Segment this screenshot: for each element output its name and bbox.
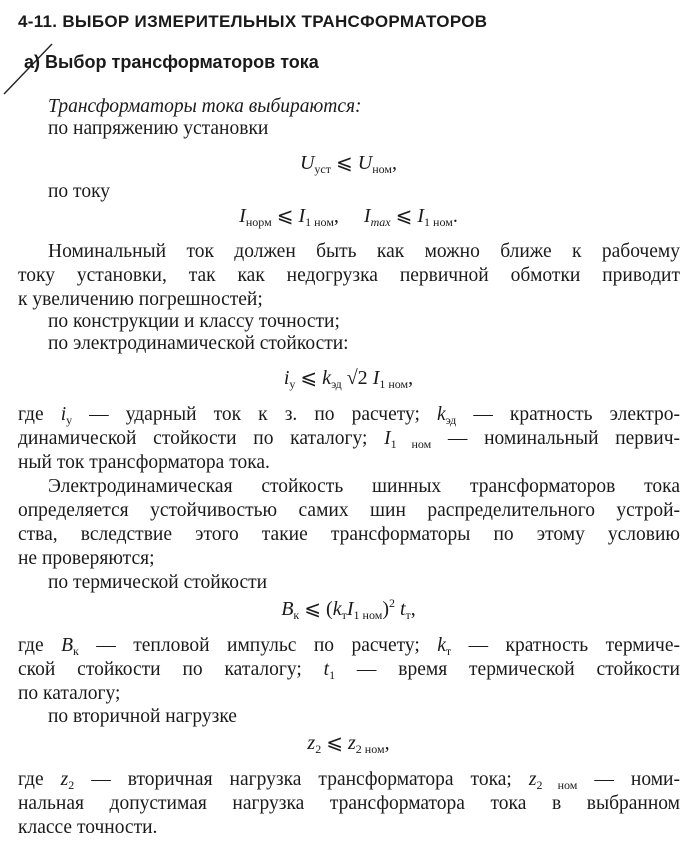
subsection-title: Выбор трансформаторов тока (45, 52, 319, 72)
by-voltage-line: по напряжению установки (48, 118, 269, 139)
paragraph2-line4: не проверяются; (18, 548, 155, 569)
where3-line2: нальная допустимая нагрузка трансформатора тока в выбранном (18, 793, 680, 814)
section-title: 4-11. ВЫБОР ИЗМЕРИТЕЛЬНЫХ ТРАНСФОРМАТОРОВ (18, 12, 488, 31)
subsection-letter: а) (24, 52, 41, 72)
paragraph1-line2: току установки, так как недогрузка первичной обмотки приводит (18, 265, 680, 286)
paragraph1-line3: к увеличению погрешностей; (18, 289, 263, 310)
equation-secondary: $z_2$ ⩽ $z_{2 ном}$, (307, 732, 390, 756)
paragraph2-line3: ства, вследствие этого такие трансформаторы по этому условию (18, 524, 680, 545)
where3-line3: классе точности. (18, 817, 158, 838)
paragraph1-line1: Номинальный ток должен быть как можно ближе к рабочему (48, 241, 680, 262)
by-secondary-line: по вторичной нагрузке (48, 706, 237, 727)
equation-current: $I_{норм}$ ⩽ $I_{1 ном}$, $I_{max}$ ⩽ $I_{1 ном}$. (239, 205, 458, 229)
by-current-line: по току (48, 181, 111, 202)
equation-dynamic: $i_у$ ⩽ $k_{эд}$ √2 $I_{1 ном}$, (283, 367, 414, 391)
by-design-line: по конструкции и классу точности; (48, 311, 340, 332)
paragraph2-line2: определяется устойчивостью самих шин распределительного устрой- (18, 500, 680, 521)
by-thermal-line: по термической стойкости (48, 572, 268, 593)
equation-thermal: $B_к$ ⩽ $(k_тI_{1 ном})^2$ $t_т$, (281, 596, 416, 622)
where2-line2: ской стойкости по каталогу; $t_1$ — время термической стойкости (18, 659, 680, 682)
where2-line1: где $B_к$ — тепловой импульс по расчету; $k_т$ — кратность термиче- (18, 635, 681, 658)
paragraph2-line1: Электродинамическая стойкость шинных трансформаторов тока (48, 476, 680, 497)
where1-line3: ный ток трансформатора тока. (18, 452, 270, 473)
intro-line: Трансформаторы тока выбираются: (48, 96, 362, 117)
where1-line1: где $i_у$ — ударный ток к з. по расчету; $k_{эд}$ — кратность электро- (18, 404, 681, 427)
by-dynamic-line: по электродинамической стойкости: (48, 333, 349, 354)
subsection-heading (24, 50, 686, 74)
where1-line2: динамической стойкости по каталогу; $I_{1 ном}$ — номинальный первич- (18, 428, 680, 451)
where2-line3: по каталогу; (18, 683, 121, 704)
where3-line1: где $z_2$ — вторичная нагрузка трансформатора тока; $z_{2 ном}$ — номи- (18, 769, 680, 792)
equation-voltage: $U_{уст}$ ⩽ $U_{ном}$, (299, 152, 398, 176)
